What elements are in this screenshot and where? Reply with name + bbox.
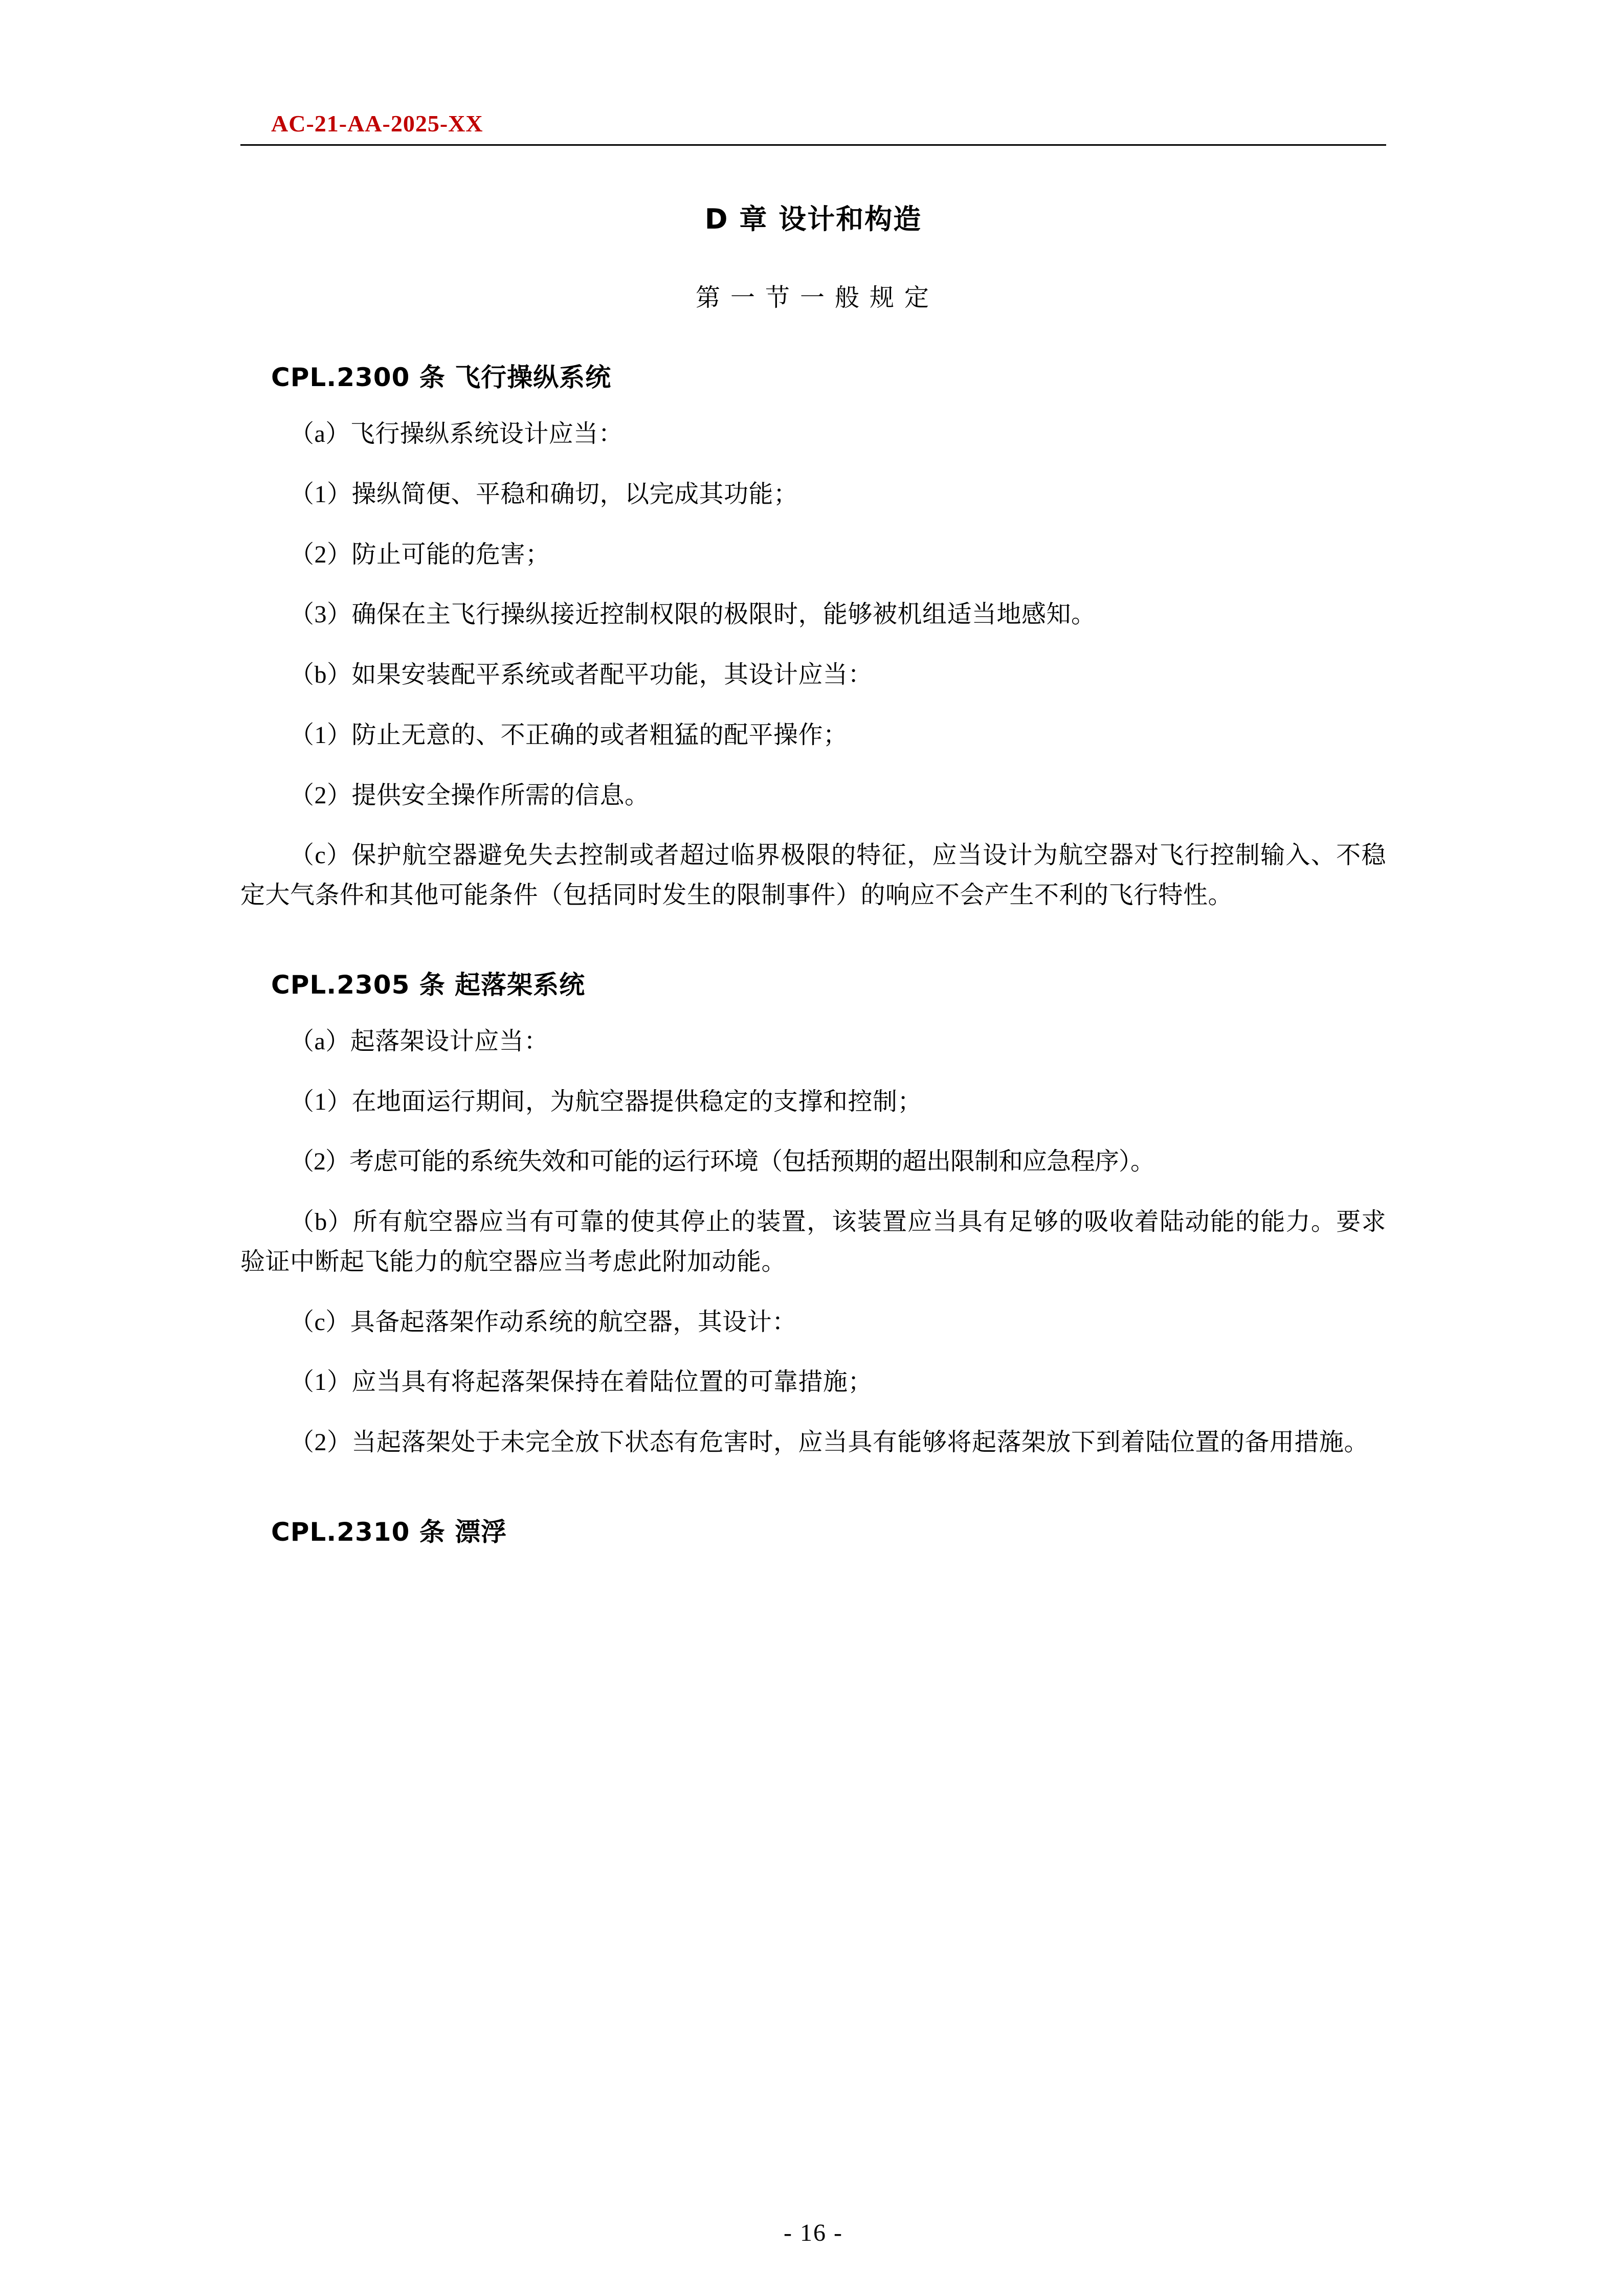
- paragraph: （a）飞行操纵系统设计应当：: [290, 420, 624, 447]
- paragraph: （c）保护航空器避免失去控制或者超过临界极限的特征，应当设计为航空器对飞行控制输入、不稳定大气条件和其他可能条件（包括同时发生的限制事件）的响应不会产生不利的飞行特性。: [240, 842, 1386, 909]
- document-code: AC-21-AA-2025-XX: [271, 110, 483, 137]
- paragraph: （1）应当具有将起落架保持在着陆位置的可靠措施；: [290, 1368, 873, 1396]
- paragraph: （2）考虑可能的系统失效和可能的运行环境（包括预期的超出限制和应急程序）。: [290, 1148, 1155, 1176]
- section-title: 第 一 节 一 般 规 定: [695, 284, 931, 311]
- page-content: [240, 0, 1386, 2296]
- paragraph: （a）起落架设计应当：: [290, 1027, 549, 1055]
- header-divider: [240, 144, 1386, 146]
- paragraph: （b）所有航空器应当有可靠的使其停止的装置，该装置应当具有足够的吸收着陆动能的能力。要求验证中断起飞能力的航空器应当考虑此附加动能。: [240, 1208, 1386, 1275]
- paragraph: （3）确保在主飞行操纵接近控制权限的极限时，能够被机组适当地感知。: [290, 601, 1096, 628]
- document-body: [240, 179, 1386, 1548]
- paragraph: （1）操纵简便、平稳和确切，以完成其功能；: [290, 480, 798, 508]
- paragraph: （b）如果安装配平系统或者配平功能，其设计应当：: [290, 661, 873, 688]
- page-number: - 16 -: [784, 2219, 843, 2246]
- page-header: [240, 110, 1386, 146]
- rule-heading-cpl-2300: CPL.2300 条 飞行操纵系统: [271, 363, 612, 392]
- paragraph: （2）提供安全操作所需的信息。: [290, 781, 650, 809]
- paragraph: （1）在地面运行期间，为航空器提供稳定的支撑和控制；: [290, 1088, 923, 1115]
- paragraph: （c）具备起落架作动系统的航空器，其设计：: [290, 1308, 797, 1336]
- chapter-title: D 章 设计和构造: [704, 203, 922, 235]
- paragraph: （2）当起落架处于未完全放下状态有危害时，应当具有能够将起落架放下到着陆位置的备用措施。: [290, 1429, 1369, 1456]
- rule-heading-cpl-2310: CPL.2310 条 漂浮: [271, 1517, 507, 1547]
- page-footer: [240, 2219, 1386, 2247]
- paragraph: （1）防止无意的、不正确的或者粗猛的配平操作；: [290, 721, 848, 749]
- paragraph: （2）防止可能的危害；: [290, 541, 550, 568]
- rule-heading-cpl-2305: CPL.2305 条 起落架系统: [271, 970, 586, 1000]
